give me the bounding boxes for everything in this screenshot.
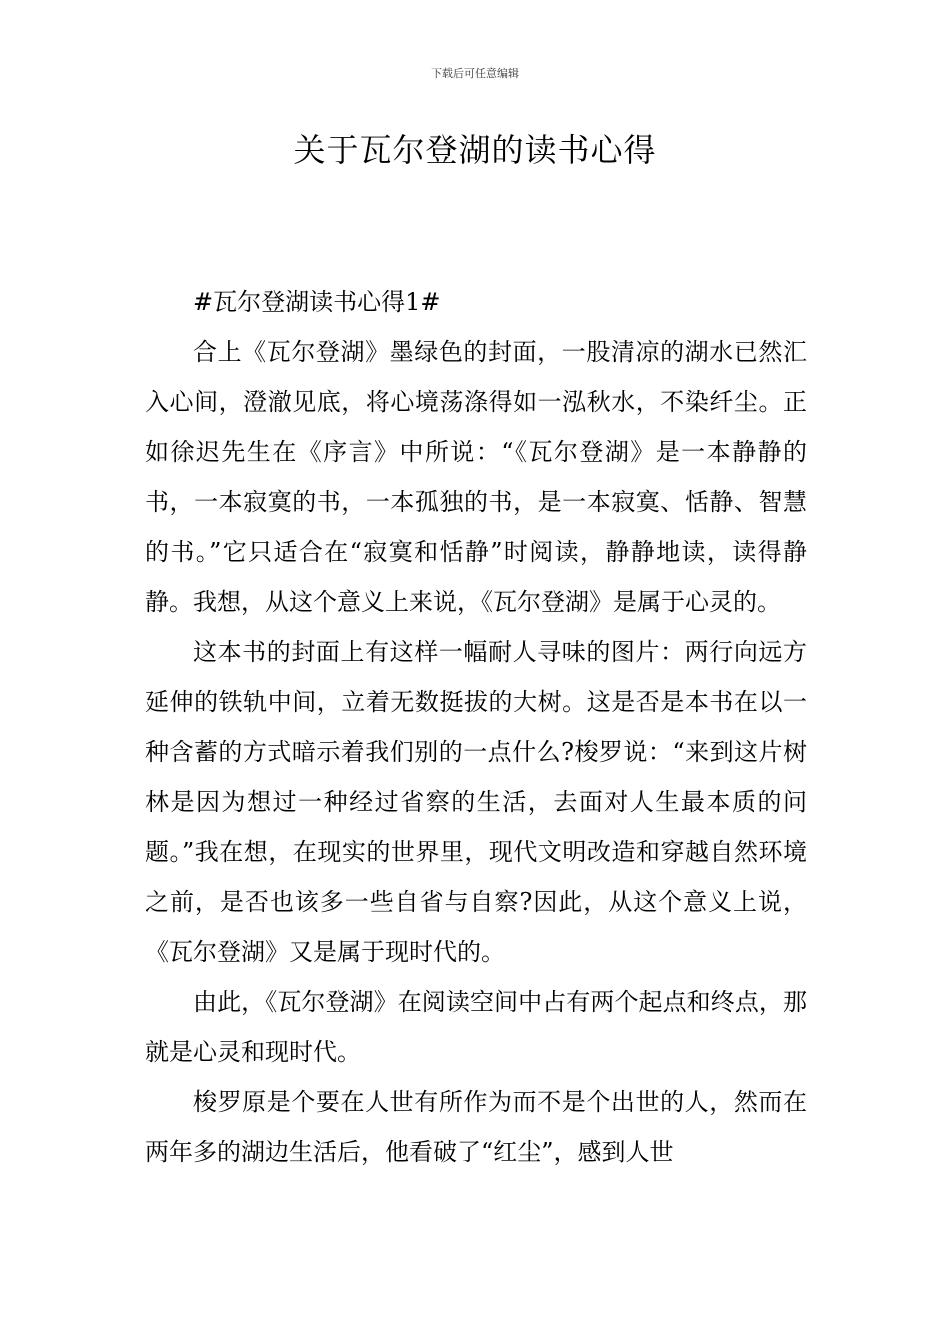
paragraph-1: 合上《瓦尔登湖》墨绿色的封面，一股清凉的湖水已然汇入心间，澄澈见底，将心境荡涤得如一泓秋水，不染纤尘。正如徐迟先生在《序言》中所说：“《瓦尔登湖》是一本静静的书，一本寂寞的书，一本孤独的书，是一本寂寞、恬静、智慧的书。”它只适合在“寂寞和恬静”时阅读，静静地读，读得静静。我想，从这个意义上来说，《瓦尔登湖》是属于心灵的。: [145, 338, 807, 616]
document-body: [145, 277, 807, 1177]
document-title: 关于瓦尔登湖的读书心得: [293, 131, 657, 169]
paragraph-2: 这本书的封面上有这样一幅耐人寻味的图片：两行向远方延伸的铁轨中间，立着无数挺拔的大树。这是否是本书在以一种含蓄的方式暗示着我们别的一点什么?梭罗说：“来到这片树林是因为想过一种经过省察的生活，去面对人生最本质的问题。”我在想，在现实的世界里，现代文明改造和穿越自然环境之前，是否也该多一些自省与自察?因此，从这个意义上说，《瓦尔登湖》又是属于现时代的。: [145, 638, 807, 966]
paragraph-3: 由此，《瓦尔登湖》在阅读空间中占有两个起点和终点，那就是心灵和现时代。: [145, 988, 807, 1066]
section-heading: #瓦尔登湖读书心得1#: [193, 288, 441, 316]
paragraph-4: 梭罗原是个要在人世有所作为而不是个出世的人，然而在两年多的湖边生活后，他看破了“红尘”，感到人世: [145, 1088, 807, 1166]
header-note: 下载后可任意编辑: [431, 67, 519, 80]
